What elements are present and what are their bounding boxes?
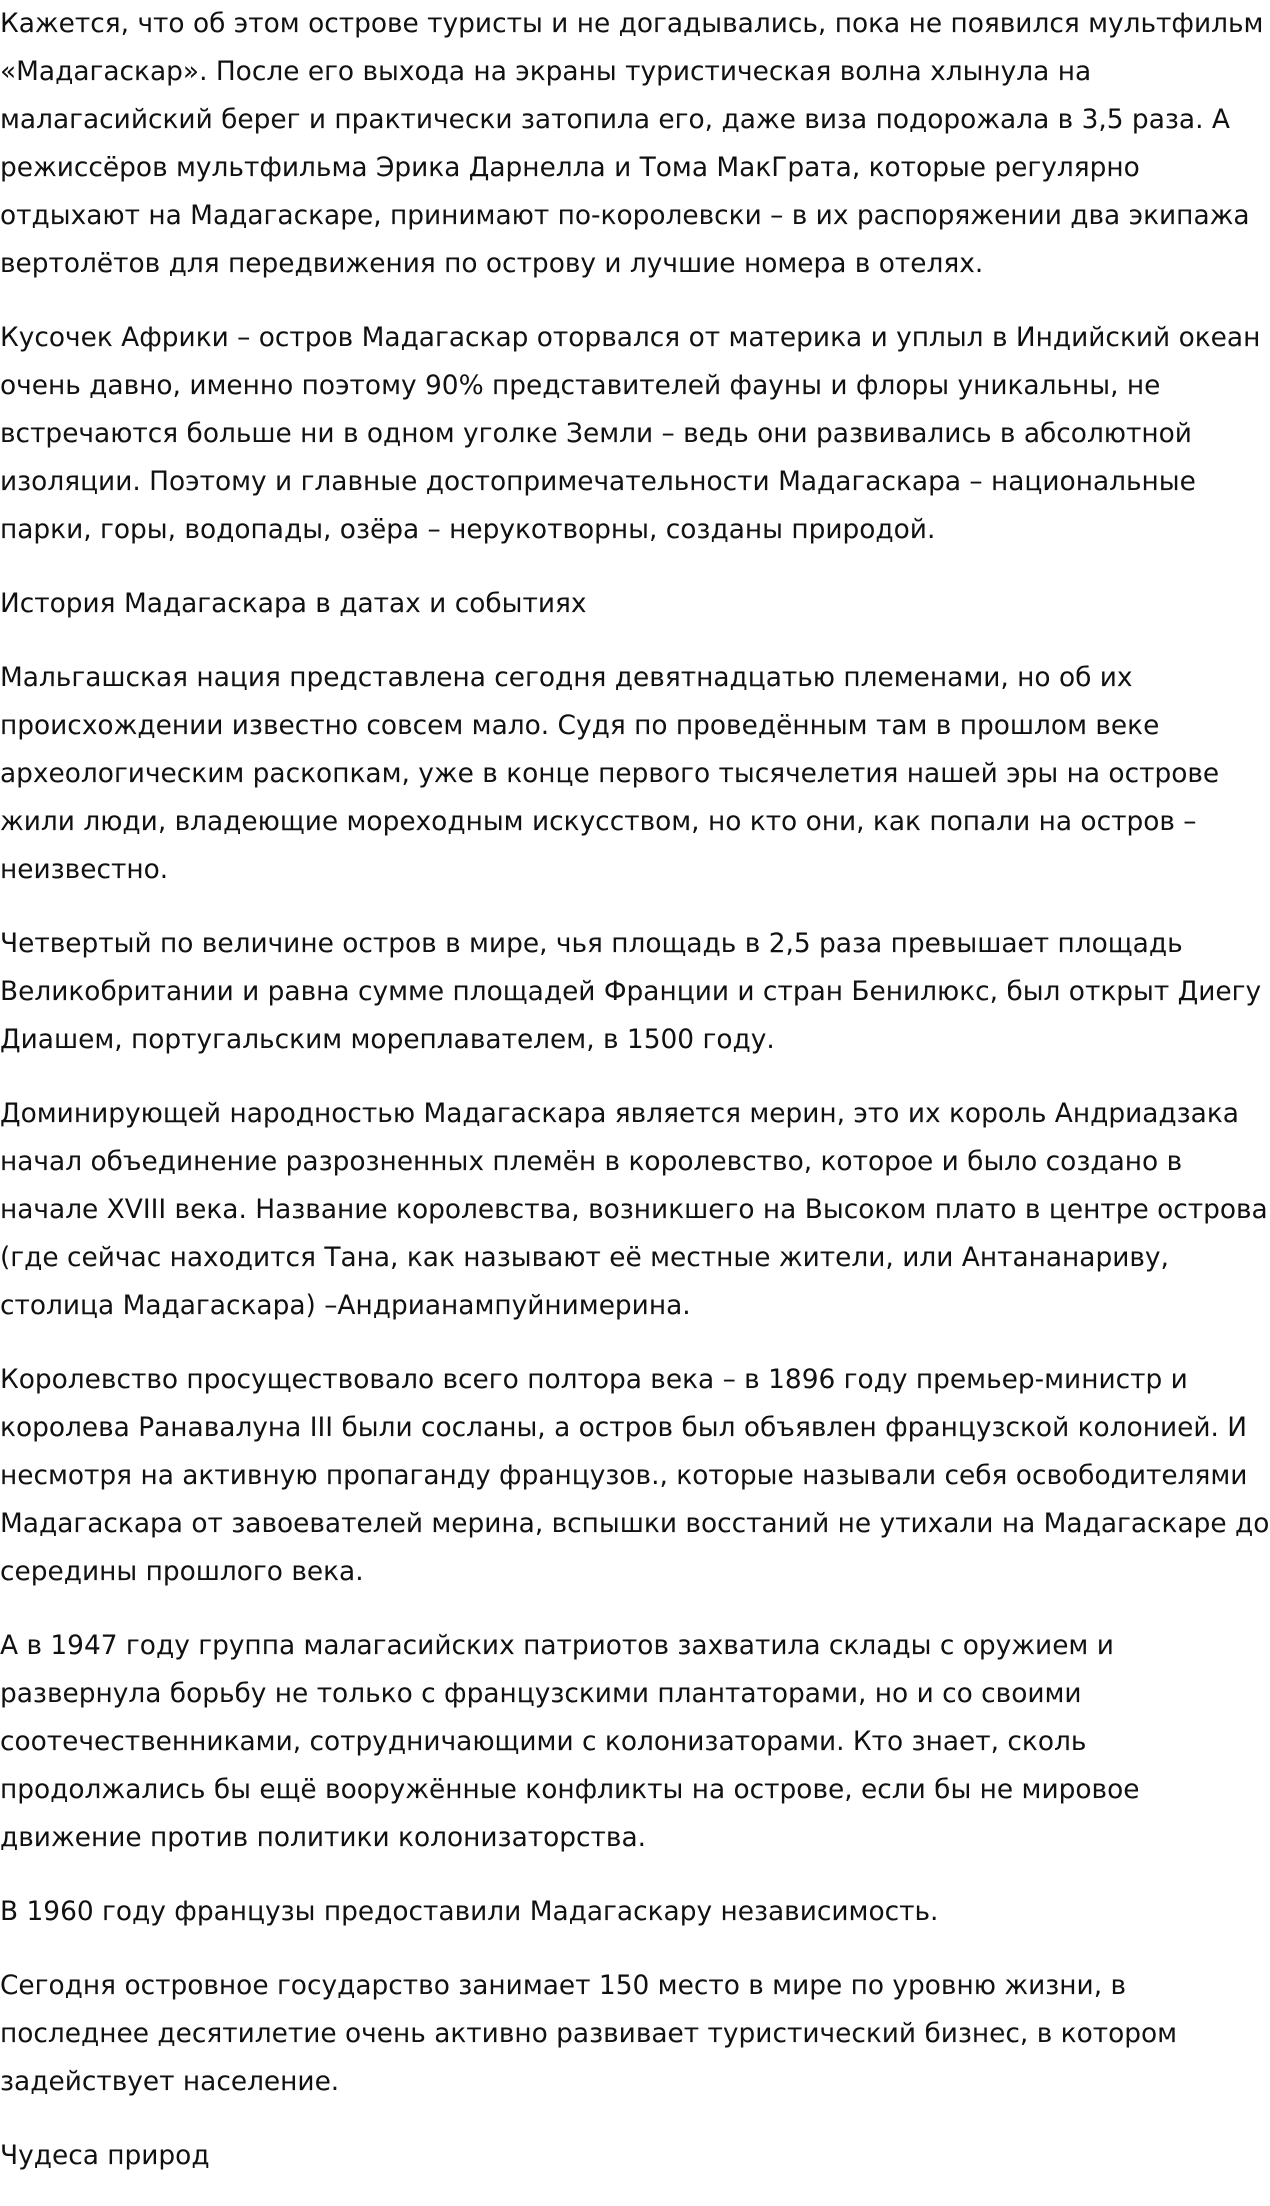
paragraph-intro: Кажется, что об этом острове туристы и не догадывались, пока не появился мультфильм «Мадагаскар». После его выхода на экраны туристическая волна хлынула на малагасийский берег и практически затопила его, даже виза подорожала в 3,5 раза. А режиссёров мультфильма Эрика Дарнелла и Тома МакГрата, которые регулярно отдыхают на Мадагаскаре, принимают по-королевски – в их распоряжении два экипажа вертолётов для передвижения по острову и лучшие номера в отелях.	[0, 8, 1264, 279]
paragraph-independence: В 1960 году французы предоставили Мадагаскару независимость.	[0, 1896, 939, 1927]
paragraph-africa-piece: Кусочек Африки – остров Мадагаскар оторвался от материка и уплыл в Индийский океан очень давно, именно поэтому 90% представителей фауны и флоры уникальны, не встречаются больше ни в одном уголке Земли – ведь они развивались в абсолютной изоляции. Поэтому и главные достопримечательности Мадагаскара – национальные парки, горы, водопады, озёра – нерукотворны, созданы природой.	[0, 322, 1261, 545]
section-heading-nature: Чудеса природ	[0, 2140, 210, 2171]
paragraph-island-discovery: Четвертый по величине остров в мире, чья площадь в 2,5 раза превышает площадь Великобритании и равна сумме площадей Франции и стран Бенилюкс, был открыт Диегу Диашем, португальским мореплавателем, в 1500 году.	[0, 928, 1262, 1055]
paragraph-1947-uprising: А в 1947 году группа малагасийских патриотов захватила склады с оружием и развернула борьбу не только с французскими плантаторами, но и со своими соотечественниками, сотрудничающими с колонизаторами. Кто знает, сколь продолжались бы ещё вооружённые конфликты на острове, если бы не мировое движение против политики колонизаторства.	[0, 1630, 1140, 1853]
paragraph-merina-kingdom: Доминирующей народностью Мадагаскара является мерин, это их король Андриадзака начал объединение разрозненных племён в королевство, которое и было создано в начале XVIII века. Название королевства, возникшего на Высоком плато в центре острова (где сейчас находится Тана, как называют её местные жители, или Антананариву, столица Мадагаскара) –Андрианампуйнимерина.	[0, 1098, 1268, 1321]
paragraph-malagasy-nation: Мальгашская нация представлена сегодня девятнадцатью племенами, но об их происхождении известно совсем мало. Судя по проведённым там в прошлом веке археологическим раскопкам, уже в конце первого тысячелетия нашей эры на острове жили люди, владеющие мореходным искусством, но кто они, как попали на остров – неизвестно.	[0, 662, 1220, 885]
paragraph-french-colony: Королевство просуществовало всего полтора века – в 1896 году премьер-министр и королева Ранавалуна III были сосланы, а остров был объявлен французской колонией. И несмотря на активную пропаганду французов., которые называли себя освободителями Мадагаскара от завоевателей мерина, вспышки восстаний не утихали на Мадагаскаре до середины прошлого века.	[0, 1364, 1270, 1587]
paragraph-today: Сегодня островное государство занимает 150 место в мире по уровню жизни, в последнее десятилетие очень активно развивает туристический бизнес, в котором задействует население.	[0, 1970, 1178, 2097]
section-heading-history: История Мадагаскара в датах и событиях	[0, 588, 587, 619]
